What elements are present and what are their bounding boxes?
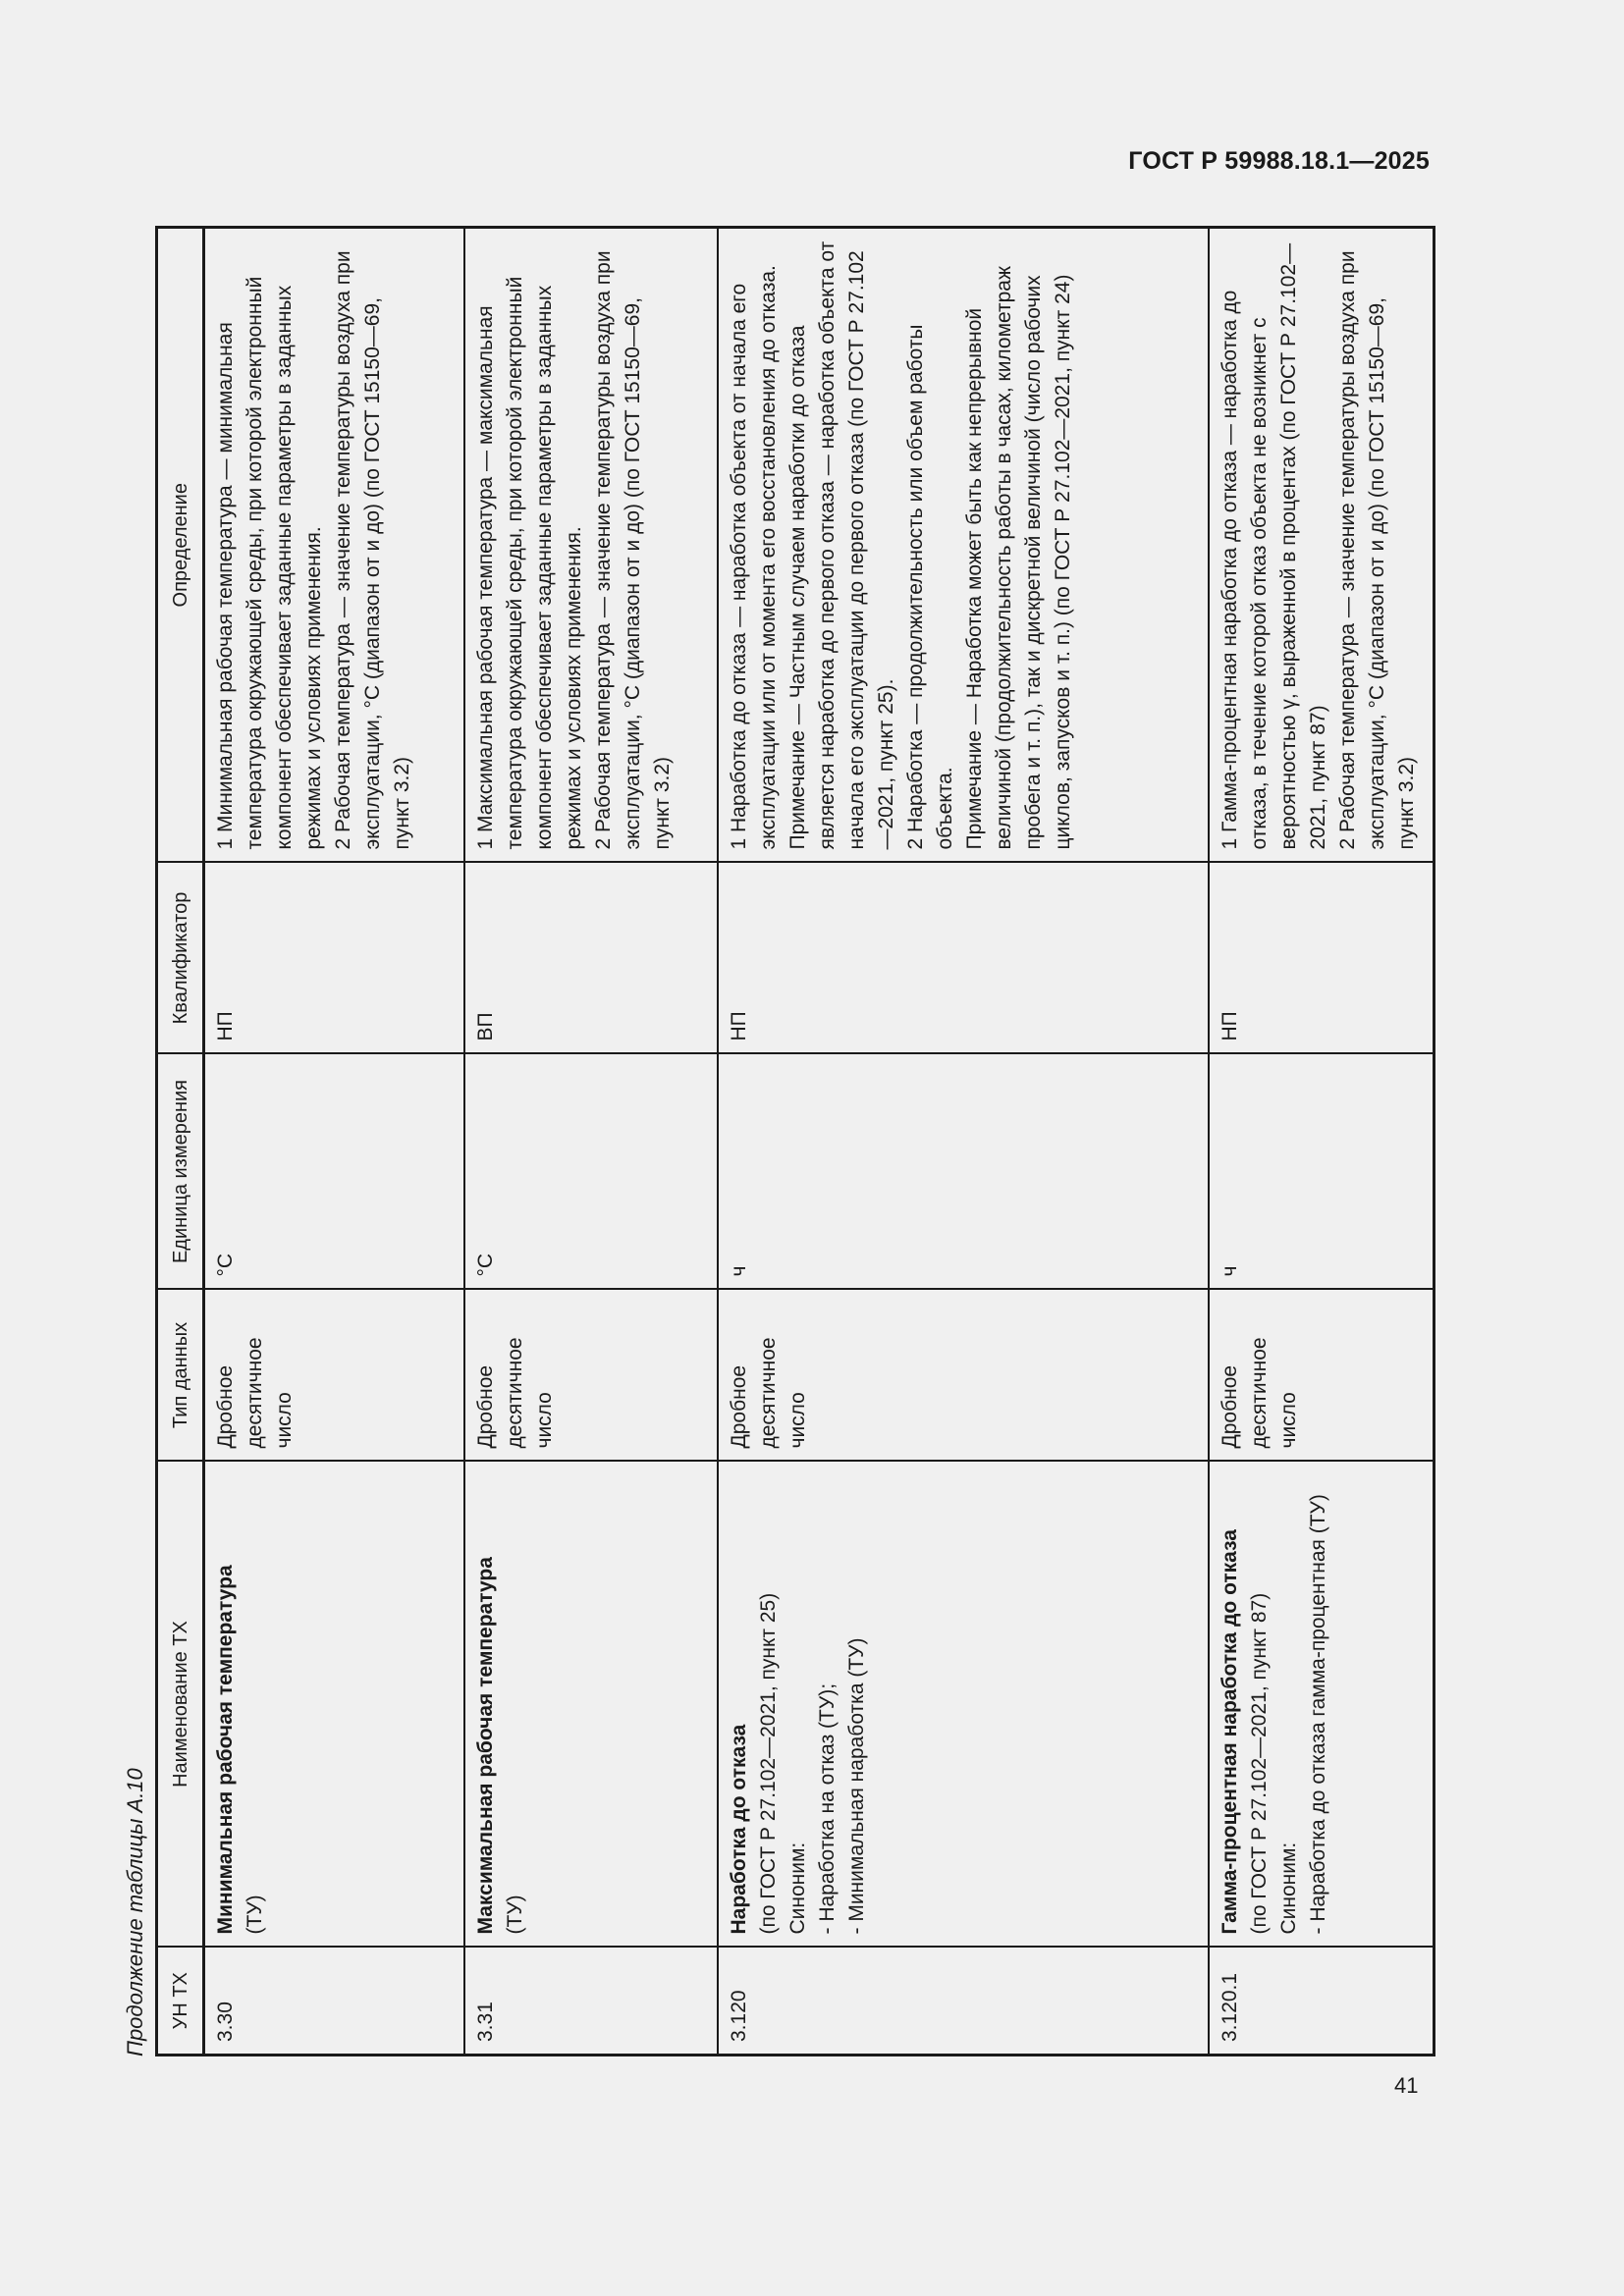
table-body [204,228,1435,2056]
cell-definition [718,228,1209,863]
cell-qualifier: НП [1209,863,1435,1054]
header-name: Наименование ТХ [157,1462,204,1948]
cell-unit: ч [1209,1054,1435,1290]
name-line: - Наработка на отказ (ТУ); [815,1682,839,1935]
name-line: - Минимальная наработка (ТУ) [844,1637,868,1935]
definition-item: 2 Рабочая температура — значение температуры воздуха при эксплуатации, °С (диапазон от и до) (по ГОСТ 15150—69, пункт 3.2) [1335,250,1418,850]
cell-code: 3.120 [718,1948,1209,2056]
cell-definition [464,228,718,863]
cell-name [464,1462,718,1948]
cell-name [1209,1462,1435,1948]
name-line: - Наработка до отказа гамма-процентная (ТУ) [1306,1494,1329,1935]
cell-qualifier: ВП [464,863,718,1054]
header-data-type: Тип данных [157,1290,204,1462]
cell-code: 3.120.1 [1209,1948,1435,2056]
cell-name [204,1462,464,1948]
cell-data-type: Дробное десятичное число [204,1290,464,1462]
name-line: Синоним: [785,1842,809,1935]
cell-name [718,1462,1209,1948]
definition-note: Примечание — Частным случаем наработки до отказа является наработка до первого отказа — наработка объекта от начала его эксплуатации до первого отказа (по ГОСТ Р 27.102—2021, пункт 25). [785,240,897,850]
name-line: (по ГОСТ Р 27.102—2021, пункт 87) [1247,1592,1271,1935]
name-line: (ТУ) [244,1895,266,1935]
cell-qualifier: НП [718,863,1209,1054]
name-title: Максимальная рабочая температура [473,1557,497,1935]
definition-item: 1 Гамма-процентная наработка до отказа — наработка до отказа, в течение которой отказ объекта не возникнет с вероятностью γ, выраженной в процентах (по ГОСТ Р 27.102—2021, пункт 87) [1218,242,1329,850]
name-title: Минимальная рабочая температура [214,1565,237,1935]
cell-unit: °С [204,1054,464,1290]
table-row [464,228,718,2056]
cell-definition [204,228,464,863]
name-line: (по ГОСТ Р 27.102—2021, пункт 25) [756,1592,780,1935]
cell-unit: ч [718,1054,1209,1290]
page-number: 41 [1394,2073,1419,2098]
header-row [157,228,204,2056]
name-title: Гамма-процентная наработка до отказа [1218,1529,1241,1935]
header-unit: Единица измерения [157,1054,204,1290]
definition-item: 2 Наработка — продолжительность или объем работы объекта. [903,324,956,850]
cell-code: 3.31 [464,1948,718,2056]
cell-qualifier: НП [204,863,464,1054]
table-row [718,228,1209,2056]
definition-item: 1 Максимальная рабочая температура — максимальная температура окружающей среды, при которой электронный компонент обеспечивает заданные параметры в заданных режимах и условиях применения. [473,276,585,850]
cell-unit: °С [464,1054,718,1290]
cell-data-type: Дробное десятичное число [1209,1290,1435,1462]
table-row [204,228,464,2056]
cell-code: 3.30 [204,1948,464,2056]
rotated-table-area [116,221,1432,2056]
name-line: Синоним: [1276,1842,1300,1935]
table-caption: Продолжение таблицы А.10 [123,1768,147,2056]
name-title: Наработка до отказа [727,1724,750,1935]
cell-data-type: Дробное десятичное число [464,1290,718,1462]
header-definition: Определение [157,228,204,863]
definition-item: 1 Минимальная рабочая температура — минимальная температура окружающей среды, при которой электронный компонент обеспечивает заданные параметры в заданных режимах и условиях применения. [214,276,325,850]
definition-item: 1 Наработка до отказа — наработка объекта от начала его эксплуатации или от момента его восстановления до отказа. [727,265,780,850]
header-code: УН ТХ [157,1948,204,2056]
cell-data-type: Дробное десятичное число [718,1290,1209,1462]
header-qualifier: Квалификатор [157,863,204,1054]
table-header [157,228,204,2056]
document-id: ГОСТ Р 59988.18.1—2025 [1128,147,1430,175]
table-row [1209,228,1435,2056]
name-line: (ТУ) [503,1895,526,1935]
definition-item: 2 Рабочая температура — значение температуры воздуха при эксплуатации, °С (диапазон от и до) (по ГОСТ 15150—69, пункт 3.2) [332,250,413,850]
characteristics-table [155,226,1435,2056]
definition-note: Примечание — Наработка может быть как непрерывной величиной (продолжительность работы в часах, километраж пробега и т. п.), так и дискретной величиной (число рабочих циклов, запусков и т. п.) (по ГОСТ Р 27.102—2021, пункт 24) [962,265,1074,850]
definition-item: 2 Рабочая температура — значение температуры воздуха при эксплуатации, °С (диапазон от и до) (по ГОСТ 15150—69, пункт 3.2) [591,250,674,850]
cell-definition [1209,228,1435,863]
